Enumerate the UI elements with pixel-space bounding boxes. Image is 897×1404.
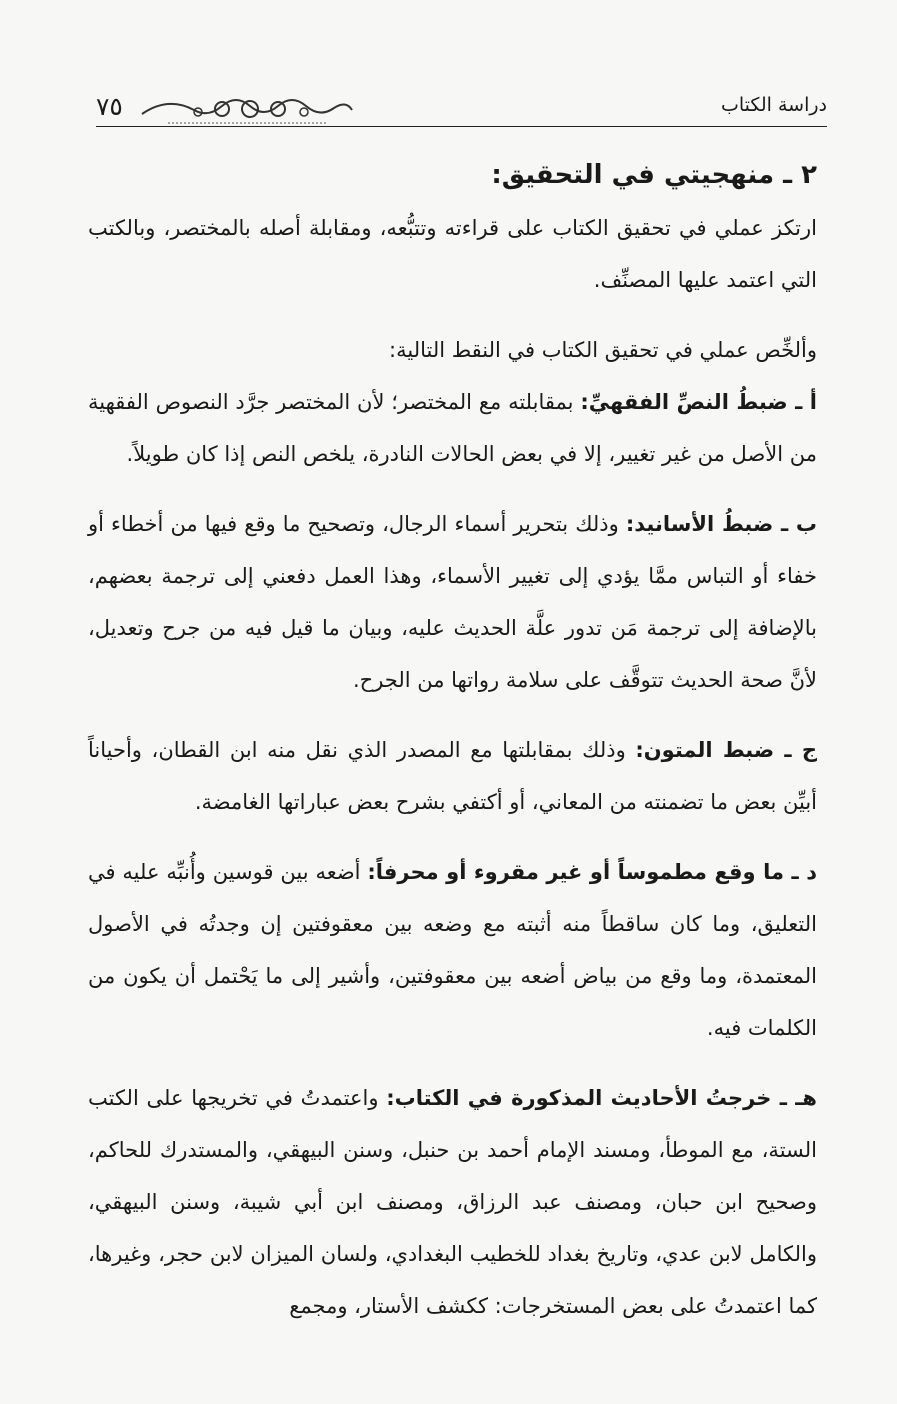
point-b [88,498,817,706]
page-header [96,92,827,127]
point-label: أ ـ ضبطُ النصِّ الفقهيِّ: [580,390,817,414]
intro-paragraph: ارتكز عملي في تحقيق الكتاب على قراءته وتتبُّعه، ومقابلة أصله بالمختصر، وبالكتب التي اعتمد عليها المصنِّف. [88,216,817,292]
point-label: ج ـ ضبط المتون: [635,738,817,762]
point-text: أضعه بين قوسين وأُنبِّه عليه في التعليق، وما كان ساقطاً منه أثبته مع وضعه بين معقوفتين إن وجدتُه في الأصول المعتمدة، وما وقع من بياض أضعه بين معقوفتين، وأشير إلى ما يَحْتمل أن يكون من الكلمات فيه. [88,860,817,1040]
point-text: وذلك بمقابلتها مع المصدر الذي نقل منه ابن القطان، وأحياناً أبيِّن بعض ما تضمنته من المعاني، أو أكتفي بشرح بعض عباراتها الغامضة. [88,738,817,814]
page-number: ٧٥ [96,92,123,121]
point-label: ب ـ ضبطُ الأسانيد: [625,512,817,536]
point-label: د ـ ما وقع مطموساً أو غير مقروء أو محرفاً: [367,860,818,884]
point-text: بمقابلته مع المختصر؛ لأن المختصر جرَّد النصوص الفقهية من الأصل من غير تغيير، إلا في بعض الحالات النادرة، يلخص النص إذا كان طويلاً. [88,390,817,466]
point-text: واعتمدتُ في تخريجها على الكتب الستة، مع الموطأ، ومسند الإمام أحمد بن حنبل، وسنن البيهقي، والمستدرك للحاكم، وصحيح ابن حبان، ومصنف عبد الرزاق، ومصنف ابن أبي شيبة، وسنن البيهقي، والكامل لابن عدي، وتاريخ بغداد للخطيب البغدادي، ولسان الميزان لابن حجر، وغيرها، كما اعتمدتُ على بعض المستخرجات: ككشف الأستار، ومجمع [88,1086,817,1318]
point-label: هـ ـ خرجتُ الأحاديث المذكورة في الكتاب: [386,1086,817,1110]
point-text: وذلك بتحرير أسماء الرجال، وتصحيح ما وقع فيها من أخطاء أو خفاء أو التباس ممَّا يؤدي إلى تغيير الأسماء، وهذا العمل دفعني إلى ترجمة بعضهم، بالإضافة إلى ترجمة مَن تدور علَّة الحديث عليه، وبيان ما قيل فيه من جرح وتعديل، لأنَّ صحة الحديث تتوقَّف على سلامة رواتها من الجرح. [88,512,817,692]
point-a [88,376,817,480]
page-body [88,160,817,1332]
ornament-icon [138,92,356,126]
section-heading: ٢ ـ منهجيتي في التحقيق: [491,160,817,190]
summary-paragraph: وألخِّص عملي في تحقيق الكتاب في النقط التالية: [389,338,817,362]
point-d [88,846,817,1054]
running-title: دراسة الكتاب [720,94,827,116]
point-c [88,724,817,828]
point-e [88,1072,817,1332]
